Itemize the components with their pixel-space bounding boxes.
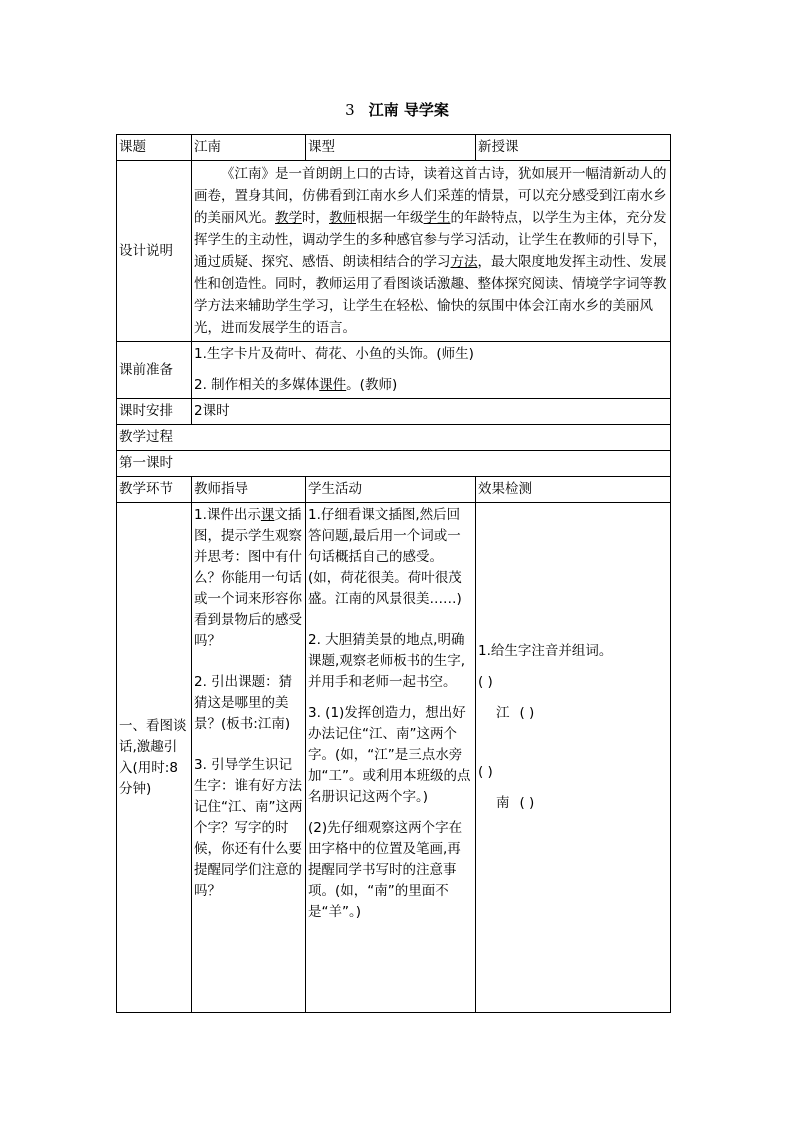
- prep-row: [117, 342, 671, 399]
- topic-value: 江南: [192, 135, 306, 161]
- student-step-4: (2)先仔细观察这两个字在田字格中的位置及笔画,再提醒同学书写时的注意事项。(如，“南”的里面不是“羊”。): [308, 820, 463, 920]
- label-topic: 课题: [117, 135, 192, 161]
- student-step-3: 3. (1)发挥创造力，想出好办法记住“江、南”这两个字。(如，“江”是三点水旁加“工”。或利用本班级的点名册识记这两个字。): [308, 705, 471, 805]
- section-1-row: [117, 503, 671, 1013]
- col-stage: 教学环节: [117, 477, 192, 503]
- student-activity: [306, 503, 476, 1013]
- lesson-label: 第一课时: [117, 451, 671, 477]
- topic-row: [117, 135, 671, 161]
- process-row: [117, 425, 671, 451]
- prep-items: [192, 342, 671, 399]
- student-step-1: 1.仔细看课文插图,然后回答问题,最后用一个词或一句话概括自己的感受。(如，荷花很美。荷叶很茂盛。江南的风景很美……): [308, 507, 462, 607]
- prep-item-2: 2. 制作相关的多媒体课件。(教师): [194, 377, 398, 393]
- label-prep: 课前准备: [117, 342, 192, 399]
- student-step-2: 2. 大胆猜美景的地点,明确课题,观察老师板书的生字,并用手和老师一起书空。: [308, 632, 466, 690]
- pinyin-blank-2: ( ): [478, 764, 493, 780]
- teacher-step-3: 3. 引导学生识记生字：谁有好方法记住“江、南”这两个字？写字的时候，你还有什么要提醒同学们注意的吗？: [194, 757, 303, 899]
- design-text: 《江南》是一首朗朗上口的古诗，读着这首古诗，犹如展开一幅清新动人的画卷，置身其间，仿佛看到江南水乡人们采莲的情景，可以充分感受到江南水乡的美丽风光。教学时，教师根据一年级学生的年龄特点，以学生为主体，充分发挥学生的主动性，调动学生的多种感官参与学习活动，让学生在教师的引导下，通过质疑、探究、感悟、朗读相结合的学习方法，最大限度地发挥主动性、发展性和创造性。同时，教师运用了看图谈话激趣、整体探究阅读、情境学字词等教学方法来辅助学生学习，让学生在轻松、愉快的氛围中体会江南水乡的美丽风光，进而发展学生的语言。: [192, 161, 671, 342]
- char-line-2: 南 ( ): [496, 795, 535, 811]
- column-header-row: [117, 477, 671, 503]
- lesson-number: 3: [345, 101, 355, 119]
- design-row: [117, 161, 671, 342]
- process-label: 教学过程: [117, 425, 671, 451]
- teacher-step-1: 1.课件出示课文插图，提示学生观察并思考：图中有什么？你能用一句话或一个词来形容你看到景物后的感受吗？: [194, 507, 302, 649]
- lesson-row: [117, 451, 671, 477]
- lesson-plan-table: [116, 134, 671, 1013]
- type-value: 新授课: [476, 135, 671, 161]
- teacher-step-2: 2. 引出课题：猜猜这是哪里的美景？(板书:江南): [194, 674, 293, 732]
- stage-1: 一、看图谈话,激趣引入(用时:8分钟): [117, 503, 192, 1013]
- label-schedule: 课时安排: [117, 399, 192, 425]
- col-check: 效果检测: [476, 477, 671, 503]
- link-method[interactable]: 方法: [450, 254, 478, 270]
- char-line-1: 江 ( ): [496, 705, 535, 721]
- link-courseware[interactable]: 课件: [319, 377, 347, 393]
- schedule-row: [117, 399, 671, 425]
- teacher-guidance: [192, 503, 306, 1013]
- page-title: [0, 99, 794, 120]
- col-student: 学生活动: [306, 477, 476, 503]
- prep-item-1: 1.生字卡片及荷叶、荷花、小鱼的头饰。(师生): [194, 346, 474, 362]
- title-text: 江南 导学案: [368, 101, 449, 119]
- schedule-value: 2课时: [192, 399, 671, 425]
- label-type: 课型: [306, 135, 476, 161]
- label-design: 设计说明: [117, 161, 192, 342]
- pinyin-blank-1: ( ): [478, 674, 493, 690]
- check-title: 1.给生字注音并组词。: [478, 643, 613, 659]
- effect-check: [476, 503, 671, 1013]
- col-teacher: 教师指导: [192, 477, 306, 503]
